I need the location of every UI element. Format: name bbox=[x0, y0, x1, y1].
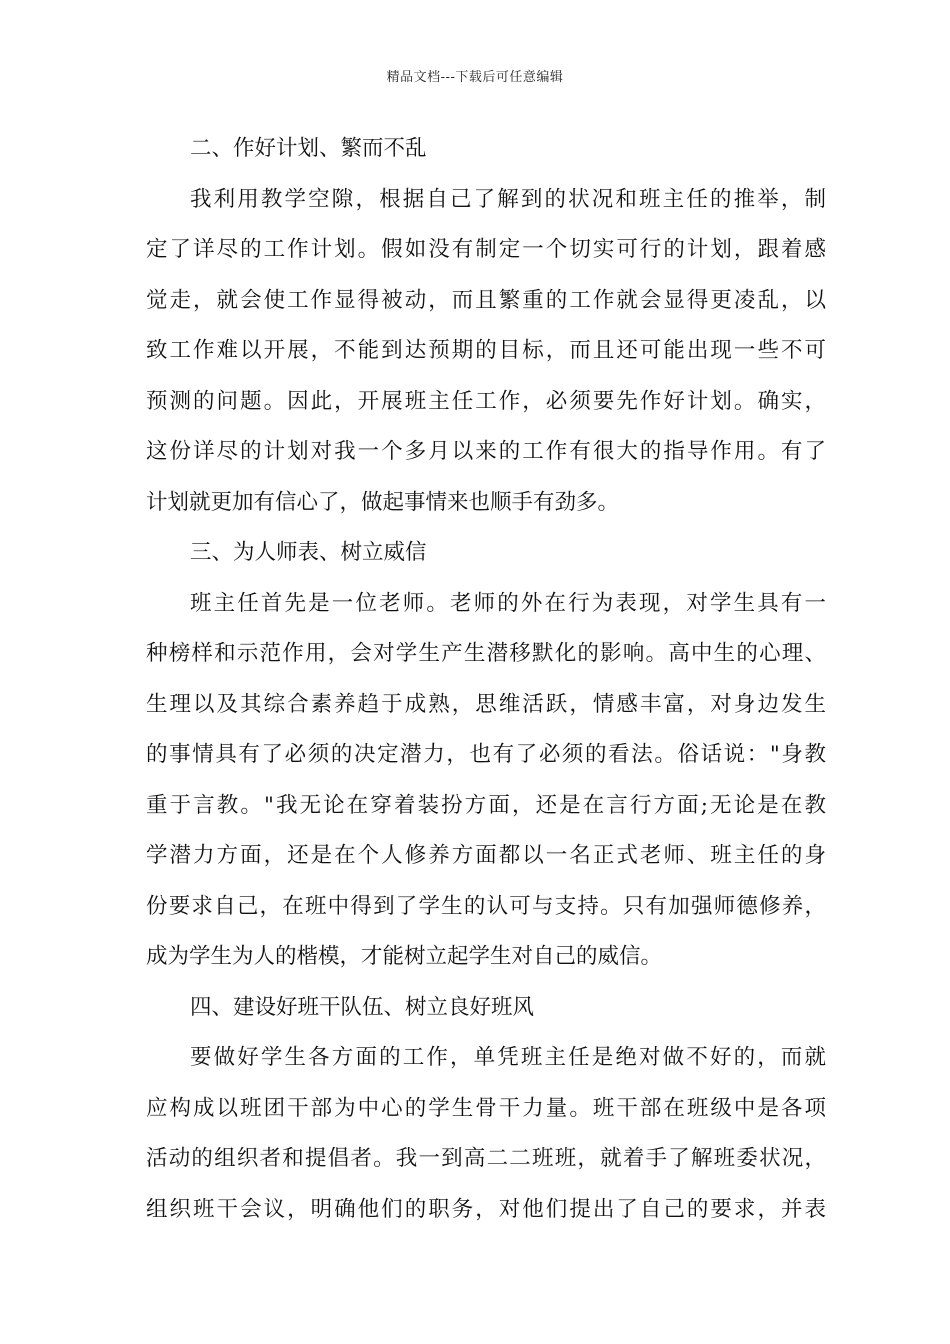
text-line: 预测的问题。因此，开展班主任工作，必须要先作好计划。确实， bbox=[146, 388, 826, 414]
text-line: 这份详尽的计划对我一个多月以来的工作有很大的指导作用。有了 bbox=[146, 439, 826, 464]
text-line: 致工作难以开展，不能到达预期的目标，而且还可能出现一些不可 bbox=[146, 338, 826, 363]
text-line: 生理以及其综合素养趋于成熟，思维活跃，情感丰富，对身边发生 bbox=[146, 691, 826, 717]
text-line: 三、为人师表、树立威信 bbox=[190, 540, 427, 565]
text-line: 应构成以班团干部为中心的学生骨干力量。班干部在班级中是各项 bbox=[146, 1095, 826, 1121]
text-line: 成为学生为人的楷模，才能树立起学生对自己的威信。 bbox=[146, 944, 663, 969]
text-line: 计划就更加有信心了，做起事情来也顺手有劲多。 bbox=[146, 489, 620, 515]
text-line: 活动的组织者和提倡者。我一到高二二班班，就着手了解班委状况， bbox=[146, 1146, 826, 1171]
text-line: 要做好学生各方面的工作，单凭班主任是绝对做不好的，而就 bbox=[190, 1045, 826, 1070]
text-line: 学潜力方面，还是在个人修养方面都以一名正式老师、班主任的身 bbox=[146, 843, 826, 868]
text-line: 的事情具有了必须的决定潜力，也有了必须的看法。俗话说："身教 bbox=[146, 742, 826, 767]
text-line: 四、建设好班干队伍、树立良好班风 bbox=[190, 994, 535, 1020]
text-line: 份要求自己，在班中得到了学生的认可与支持。只有加强师德修养， bbox=[146, 893, 826, 919]
text-line: 我利用教学空隙，根据自己了解到的状况和班主任的推举，制 bbox=[190, 186, 826, 212]
text-line: 二、作好计划、繁而不乱 bbox=[190, 136, 427, 161]
document-body bbox=[146, 124, 826, 1235]
page-header: 精品文档---下载后可任意编辑 bbox=[386, 70, 564, 85]
text-line: 重于言教。"我无论在穿着装扮方面，还是在言行方面;无论是在教 bbox=[146, 792, 826, 818]
text-line: 班主任首先是一位老师。老师的外在行为表现，对学生具有一 bbox=[190, 590, 826, 616]
text-line: 定了详尽的工作计划。假如没有制定一个切实可行的计划，跟着感 bbox=[146, 237, 826, 262]
text-line: 觉走，就会使工作显得被动，而且繁重的工作就会显得更凌乱，以 bbox=[146, 287, 826, 313]
text-line: 种榜样和示范作用，会对学生产生潜移默化的影响。高中生的心理、 bbox=[146, 641, 826, 666]
text-line: 组织班干会议，明确他们的职务，对他们提出了自己的要求，并表 bbox=[146, 1196, 826, 1222]
